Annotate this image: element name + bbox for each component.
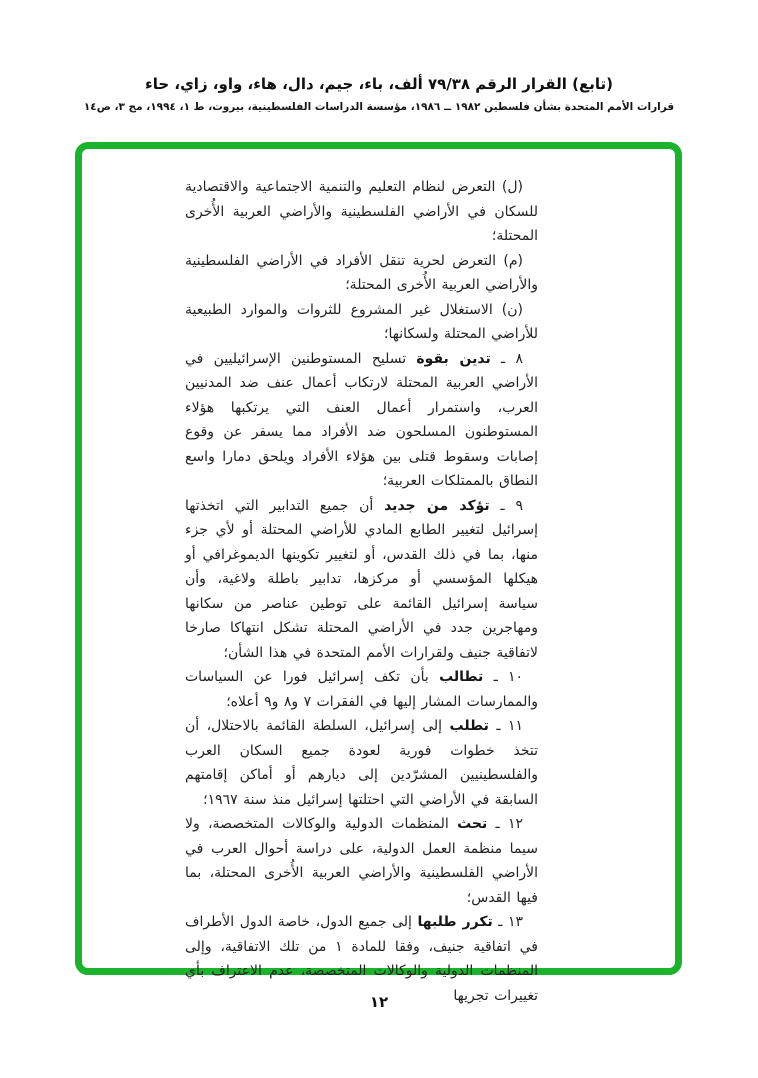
paragraph-lead: تطلب [449,718,489,734]
paragraph-text: تسليح المستوطنين الإسرائيليين في الأراضي العربية المحتلة لارتكاب أعمال عنف ضد المدنيين العرب، واستمرار أعمال العنف التي يرتكبها هؤلاء المستوطنون المسلحون ضد الأفراد مما يسفر عن وقوع إصابات وسقوط قتلى بين هؤلاء الأفراد ويلحق دمارا واسع النطاق بالممتلكات العربية؛ [185,350,538,489]
paragraph-marker: ١٢ ـ [487,816,523,832]
paragraph-marker: (م) [496,252,523,269]
paragraph-marker: ١٠ ـ [483,669,523,685]
paragraph-marker: ٨ ـ [490,350,523,367]
paragraph-marker: (ل) [495,179,524,195]
paragraph-text: الاستغلال غير المشروع للثروات والموارد الطبيعية للأراضي المحتلة ولسكانها؛ [185,301,538,342]
paragraph-text: أن جميع التدابير التي اتخذتها إسرائيل لتغيير الطابع المادي للأراضي المحتلة أو لأي جزء منها، بما في ذلك القدس، أو لتغيير تكوينها الديموغرافي أو هيكلها المؤسسي أو مركزها، تدابير باطلة ولاغية، وأن سياسة إسرائيل القائمة على توطين عناصر من سكانها ومهاجرين جدد في الأراضي المحتلة تشكل انتهاكا صارخا لاتفاقية جنيف ولقرارات الأمم المتحدة في هذا الشأن؛ [185,497,538,661]
paragraph-text: إلى جميع الدول، خاصة الدول الأطراف في اتفاقية جنيف، وفقا للمادة ١ من تلك الاتفاقية، وإلى المنظمات الدولية والوكالات المتخصصة، عدم الاعتراف بأي تغييرات تجريها [185,914,538,1004]
paragraph-marker: (ن) [492,301,523,318]
content-frame [75,142,682,1004]
paragraph-lead: تكرر طلبها [417,914,493,930]
paragraph-text: إلى إسرائيل، السلطة القائمة بالاحتلال، أن تتخذ خطوات فورية لعودة جميع السكان العرب والفلسطينيين المشرّدين إلى ديارهم أو أماكن إقامتهم السابقة في الأراضي التي احتلتها إسرائيل منذ سنة ١٩٦٧؛ [185,718,538,808]
paragraph [185,175,538,249]
paragraph-lead: تحث [457,816,488,832]
paragraph [185,494,538,666]
paragraph [185,298,538,347]
source-citation-line: قرارات الأمم المتحدة بشأن فلسطين ١٩٨٢ ــ ١٩٨٦، مؤسسة الدراسات الفلسطينية، بيروت، ط ١، ١٩٩٤، مج ٣، ص١٤ [83,101,675,113]
paragraph-text: المنظمات الدولية والوكالات المتخصصة، ولا سيما منظمة العمل الدولية، على دراسة أحوال العرب في الأراضي الفلسطينية والأراضي العربية الأُخرى المحتلة، بما فيها القدس؛ [185,816,538,906]
paragraph-marker: ١٣ ـ [492,914,523,930]
page-header [0,74,758,114]
paragraph [185,347,538,494]
paragraph-text: بأن تكف إسرائيل فورا عن السياسات والممارسات المشار إليها في الفقرات ٧ و٨ و٩ أعلاه؛ [185,669,538,710]
paragraph-text: التعرض لنظام التعليم والتنمية الاجتماعية والاقتصادية للسكان في الأراضي الفلسطينية والأراضي العربية الأُخرى المحتلة؛ [185,179,538,244]
paragraph-text: التعرض لحرية تنقل الأفراد في الأراضي الفلسطينية والأراضي العربية الأُخرى المحتلة؛ [185,252,538,293]
paragraph-lead: تؤكد من جديد [384,497,490,514]
page-number: ١٢ [369,993,389,1011]
paragraph [185,249,538,298]
resolution-title: (تابع) القرار الرقم ٧٩/٣٨ ألف، باء، جيم، دال، هاء، واو، زاي، حاء [145,75,613,93]
paragraph-marker: ٩ ـ [489,497,523,514]
paragraph [185,714,538,812]
paragraph-marker: ١١ ـ [488,718,523,734]
paragraph [185,812,538,910]
document-body [185,175,538,1008]
paragraph-lead: تطالب [439,669,484,685]
paragraph-lead: تدين بقوة [416,350,491,367]
paragraph [185,665,538,714]
